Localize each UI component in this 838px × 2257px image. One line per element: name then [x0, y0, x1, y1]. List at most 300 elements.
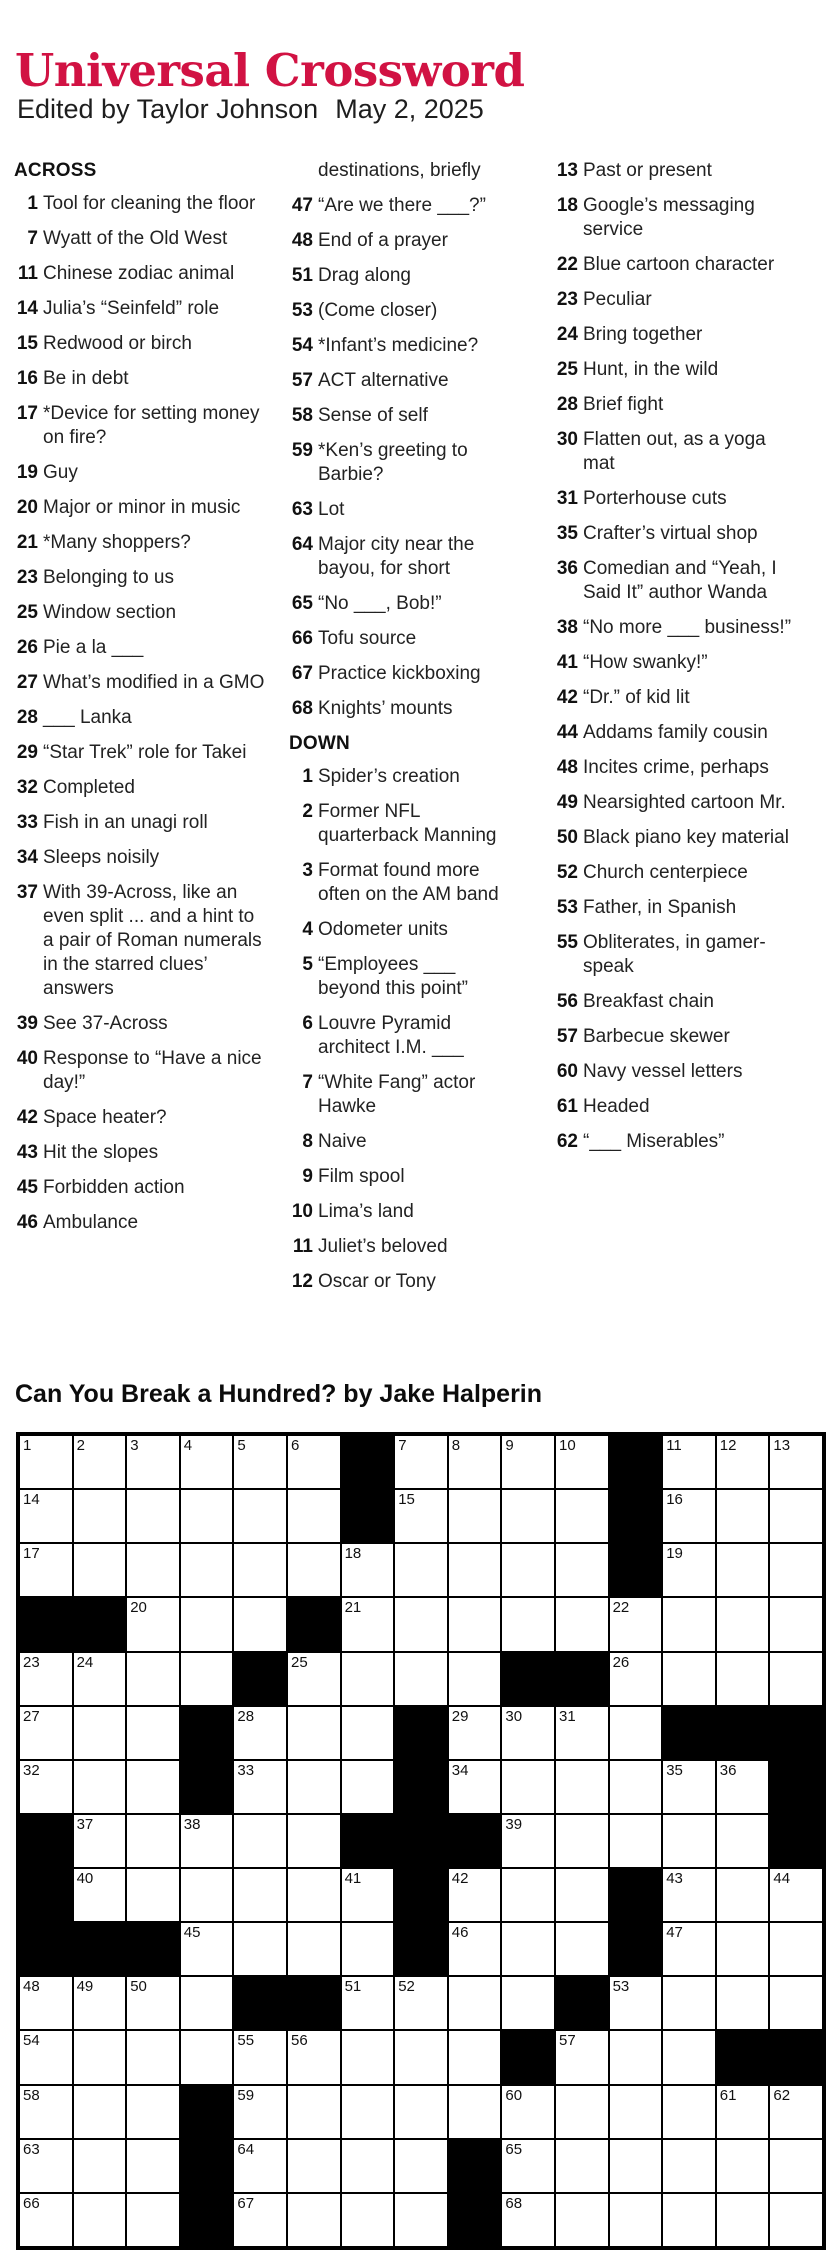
cell-number: 13	[773, 1437, 791, 1454]
grid-cell-r2c9[interactable]	[449, 1490, 501, 1542]
cell-number: 20	[130, 1599, 147, 1617]
grid-cell-r2c4[interactable]	[181, 1490, 233, 1542]
clue-text: What’s modified in a GMO	[43, 672, 265, 693]
grid-cell-r6c2[interactable]	[74, 1707, 126, 1759]
grid-cell-r1c10[interactable]	[502, 1436, 554, 1488]
cell-number: 63	[23, 2140, 40, 2158]
grid-cell-r9c14[interactable]	[717, 1869, 769, 1921]
grid-cell-r7c10[interactable]	[502, 1761, 554, 1813]
black-square	[610, 1923, 662, 1975]
clue-number: 1	[302, 766, 313, 787]
grid-cell-r3c3[interactable]	[127, 1544, 179, 1596]
clue-down-56	[554, 990, 796, 1014]
grid-cell-r6c6[interactable]	[288, 1707, 340, 1759]
black-square	[770, 1761, 822, 1813]
grid-cell-r2c11[interactable]	[556, 1490, 608, 1542]
grid-cell-r10c11[interactable]	[556, 1923, 608, 1975]
grid-cell-r4c7[interactable]	[342, 1598, 394, 1650]
grid-cell-r6c5[interactable]	[234, 1707, 286, 1759]
grid-cell-r5c7[interactable]	[342, 1653, 394, 1705]
clue-number: 36	[556, 558, 578, 579]
clue-text: Comedian and “Yeah, I Said It” author Wanda	[583, 558, 777, 603]
clue-text: Sleeps noisily	[43, 847, 160, 868]
grid-cell-r1c3[interactable]	[127, 1436, 179, 1488]
grid-cell-r14c14[interactable]	[717, 2140, 769, 2192]
grid-cell-r8c2[interactable]	[74, 1815, 126, 1867]
grid-cell-r7c2[interactable]	[74, 1761, 126, 1813]
grid-cell-r1c2[interactable]	[74, 1436, 126, 1488]
clue-text: Incites crime, perhaps	[583, 757, 769, 778]
clue-number: 29	[16, 742, 38, 763]
grid-cell-r11c2[interactable]	[74, 1977, 126, 2029]
grid-cell-r2c8[interactable]	[395, 1490, 447, 1542]
clue-number: 4	[302, 919, 313, 940]
grid-cell-r12c1[interactable]	[20, 2031, 72, 2083]
grid-cell-r15c10[interactable]	[502, 2194, 554, 2246]
grid-cell-r4c5[interactable]	[234, 1598, 286, 1650]
grid-cell-r10c7[interactable]	[342, 1923, 394, 1975]
grid-cell-r7c1[interactable]	[20, 1761, 72, 1813]
clue-across-58	[289, 404, 510, 428]
clue-text: Knights’ mounts	[318, 698, 453, 719]
clue-text: Father, in Spanish	[583, 897, 737, 918]
black-square	[234, 1653, 286, 1705]
grid-cell-r2c6[interactable]	[288, 1490, 340, 1542]
grid-cell-r6c11[interactable]	[556, 1707, 608, 1759]
clue-number: 33	[16, 812, 38, 833]
black-square	[342, 1815, 394, 1867]
grid-cell-r14c7[interactable]	[342, 2140, 394, 2192]
grid-cell-r7c13[interactable]	[663, 1761, 715, 1813]
grid-cell-r5c12[interactable]	[610, 1653, 662, 1705]
grid-cell-r9c3[interactable]	[127, 1869, 179, 1921]
clue-number: 50	[556, 827, 578, 848]
grid-cell-r11c12[interactable]	[610, 1977, 662, 2029]
clue-text: With 39-Across, like an even split ... and a hint to a pair of Roman numerals in the starred clues’ answers	[43, 882, 262, 999]
black-square	[717, 1707, 769, 1759]
clue-number: 25	[556, 359, 578, 380]
cell-number: 15	[398, 1491, 415, 1509]
clue-down-10	[289, 1200, 510, 1224]
cell-number: 61	[719, 2086, 737, 2104]
clue-number: 35	[556, 523, 578, 544]
grid-cell-r2c13[interactable]	[663, 1490, 715, 1542]
grid-cell-r15c7[interactable]	[342, 2194, 394, 2246]
grid-cell-r7c3[interactable]	[127, 1761, 179, 1813]
grid-cell-r3c5[interactable]	[234, 1544, 286, 1596]
clue-across-59	[289, 439, 510, 487]
grid-cell-r7c7[interactable]	[342, 1761, 394, 1813]
grid-cell-r13c12[interactable]	[610, 2086, 662, 2138]
clue-down-49	[554, 791, 796, 815]
cell-number: 23	[23, 1653, 40, 1671]
cell-number: 21	[344, 1599, 362, 1617]
grid-cell-r2c5[interactable]	[234, 1490, 286, 1542]
grid-cell-r11c1[interactable]	[20, 1977, 72, 2029]
grid-cell-r15c3[interactable]	[127, 2194, 179, 2246]
clue-text: Be in debt	[43, 368, 129, 389]
grid-cell-r4c11[interactable]	[556, 1598, 608, 1650]
clue-across-40	[14, 1047, 266, 1095]
grid-cell-r6c3[interactable]	[127, 1707, 179, 1759]
grid-cell-r13c13[interactable]	[663, 2086, 715, 2138]
grid-cell-r3c14[interactable]	[717, 1544, 769, 1596]
grid-cell-r11c9[interactable]	[449, 1977, 501, 2029]
grid-cell-r11c3[interactable]	[127, 1977, 179, 2029]
clue-number: 26	[16, 637, 38, 658]
cell-number: 17	[23, 1545, 40, 1563]
clue-across-26	[14, 636, 266, 660]
clue-number: 49	[556, 792, 578, 813]
grid-cell-r4c8[interactable]	[395, 1598, 447, 1650]
clue-text: See 37-Across	[43, 1013, 168, 1034]
grid-cell-r7c12[interactable]	[610, 1761, 662, 1813]
grid-cell-r14c12[interactable]	[610, 2140, 662, 2192]
grid-cell-r12c11[interactable]	[556, 2031, 608, 2083]
clue-down-1	[289, 765, 510, 789]
grid-cell-r9c10[interactable]	[502, 1869, 554, 1921]
grid-cell-r11c14[interactable]	[717, 1977, 769, 2029]
grid-cell-r13c9[interactable]	[449, 2086, 501, 2138]
grid-cell-r1c9[interactable]	[449, 1436, 501, 1488]
grid-cell-r10c5[interactable]	[234, 1923, 286, 1975]
clue-down-48	[554, 756, 796, 780]
grid-cell-r5c1[interactable]	[20, 1653, 72, 1705]
grid-cell-r2c15[interactable]	[770, 1490, 822, 1542]
grid-cell-r5c15[interactable]	[770, 1653, 822, 1705]
grid-cell-r10c14[interactable]	[717, 1923, 769, 1975]
clue-number: 57	[556, 1026, 578, 1047]
grid-cell-r7c11[interactable]	[556, 1761, 608, 1813]
clue-number: 37	[16, 882, 38, 903]
clue-number: 12	[291, 1271, 313, 1292]
grid-cell-r13c1[interactable]	[20, 2086, 72, 2138]
grid-cell-r11c8[interactable]	[395, 1977, 447, 2029]
clue-number: 17	[16, 403, 38, 424]
black-square	[556, 1977, 608, 2029]
grid-cell-r3c8[interactable]	[395, 1544, 447, 1596]
grid-cell-r5c14[interactable]	[717, 1653, 769, 1705]
clue-number: 45	[16, 1177, 38, 1198]
grid-cell-r11c13[interactable]	[663, 1977, 715, 2029]
grid-cell-r4c10[interactable]	[502, 1598, 554, 1650]
clue-text: Peculiar	[583, 289, 652, 310]
clue-text: Belonging to us	[43, 567, 174, 588]
grid-cell-r11c10[interactable]	[502, 1977, 554, 2029]
grid-cell-r2c10[interactable]	[502, 1490, 554, 1542]
grid-cell-r15c8[interactable]	[395, 2194, 447, 2246]
grid-cell-r13c14[interactable]	[717, 2086, 769, 2138]
clue-number: 24	[556, 324, 578, 345]
cell-number: 33	[237, 1761, 255, 1779]
clue-down-25	[554, 358, 796, 382]
grid-cell-r5c2[interactable]	[74, 1653, 126, 1705]
grid-cell-r8c4[interactable]	[181, 1815, 233, 1867]
grid-cell-r7c9[interactable]	[449, 1761, 501, 1813]
grid-cell-r9c7[interactable]	[342, 1869, 394, 1921]
grid-cell-r10c15[interactable]	[770, 1923, 822, 1975]
clue-number: 11	[17, 263, 38, 284]
grid-cell-r12c3[interactable]	[127, 2031, 179, 2083]
grid-cell-r13c3[interactable]	[127, 2086, 179, 2138]
clue-text: Nearsighted cartoon Mr.	[583, 792, 786, 813]
grid-cell-r1c6[interactable]	[288, 1436, 340, 1488]
clue-text: Former NFL quarterback Manning	[318, 801, 497, 846]
clue-number: 59	[291, 440, 313, 461]
grid-cell-r11c4[interactable]	[181, 1977, 233, 2029]
grid-cell-r4c4[interactable]	[181, 1598, 233, 1650]
grid-cell-r1c5[interactable]	[234, 1436, 286, 1488]
black-square	[288, 1598, 340, 1650]
clue-across-68	[289, 697, 510, 721]
grid-cell-r4c12[interactable]	[610, 1598, 662, 1650]
grid-cell-r14c13[interactable]	[663, 2140, 715, 2192]
grid-cell-r9c9[interactable]	[449, 1869, 501, 1921]
clue-across-43	[14, 1141, 266, 1165]
grid-cell-r3c2[interactable]	[74, 1544, 126, 1596]
grid-cell-r3c10[interactable]	[502, 1544, 554, 1596]
grid-cell-r13c2[interactable]	[74, 2086, 126, 2138]
grid-cell-r9c6[interactable]	[288, 1869, 340, 1921]
grid-cell-r4c15[interactable]	[770, 1598, 822, 1650]
grid-cell-r10c10[interactable]	[502, 1923, 554, 1975]
grid-cell-r3c15[interactable]	[770, 1544, 822, 1596]
grid-cell-r15c2[interactable]	[74, 2194, 126, 2246]
clue-text: Black piano key material	[583, 827, 789, 848]
grid-cell-r14c8[interactable]	[395, 2140, 447, 2192]
clue-text: Tofu source	[318, 628, 417, 649]
grid-cell-r15c13[interactable]	[663, 2194, 715, 2246]
grid-cell-r3c13[interactable]	[663, 1544, 715, 1596]
grid-cell-r12c7[interactable]	[342, 2031, 394, 2083]
grid-cell-r4c14[interactable]	[717, 1598, 769, 1650]
grid-cell-r14c3[interactable]	[127, 2140, 179, 2192]
grid-cell-r12c13[interactable]	[663, 2031, 715, 2083]
grid-cell-r10c6[interactable]	[288, 1923, 340, 1975]
cell-number: 49	[76, 1978, 94, 1996]
clue-across-67	[289, 662, 510, 686]
grid-cell-r7c14[interactable]	[717, 1761, 769, 1813]
clue-across-51	[289, 264, 510, 288]
grid-cell-r9c4[interactable]	[181, 1869, 233, 1921]
grid-cell-r1c1[interactable]	[20, 1436, 72, 1488]
clue-number: 58	[291, 405, 313, 426]
grid-cell-r8c12[interactable]	[610, 1815, 662, 1867]
clue-text: Wyatt of the Old West	[43, 228, 228, 249]
clue-text: “No ___, Bob!”	[318, 593, 442, 614]
clue-down-28	[554, 393, 796, 417]
clue-number: 51	[291, 265, 313, 286]
clue-down-61	[554, 1095, 796, 1119]
clue-down-22	[554, 253, 796, 277]
clue-text: Guy	[43, 462, 78, 483]
cell-number: 47	[666, 1924, 683, 1942]
black-square	[502, 1653, 554, 1705]
grid-cell-r14c15[interactable]	[770, 2140, 822, 2192]
clue-across-63	[289, 498, 510, 522]
cell-number: 46	[451, 1924, 469, 1942]
grid-cell-r1c15[interactable]	[770, 1436, 822, 1488]
grid-cell-r1c14[interactable]	[717, 1436, 769, 1488]
grid-cell-r12c9[interactable]	[449, 2031, 501, 2083]
clue-across-29	[14, 741, 266, 765]
grid-cell-r13c10[interactable]	[502, 2086, 554, 2138]
grid-cell-r3c11[interactable]	[556, 1544, 608, 1596]
clue-number: 56	[556, 991, 578, 1012]
grid-cell-r12c4[interactable]	[181, 2031, 233, 2083]
grid-cell-r10c9[interactable]	[449, 1923, 501, 1975]
clue-text: *Device for setting money on fire?	[43, 403, 260, 448]
grid-cell-r13c6[interactable]	[288, 2086, 340, 2138]
cell-number: 9	[505, 1437, 514, 1454]
grid-cell-r15c15[interactable]	[770, 2194, 822, 2246]
clue-text: ___ Lanka	[43, 707, 132, 728]
cell-number: 58	[23, 2086, 40, 2104]
clue-number: 5	[302, 954, 313, 975]
clue-text: Porterhouse cuts	[583, 488, 727, 509]
clue-number: 53	[291, 300, 313, 321]
grid-cell-r12c2[interactable]	[74, 2031, 126, 2083]
grid-cell-r6c9[interactable]	[449, 1707, 501, 1759]
grid-cell-r7c5[interactable]	[234, 1761, 286, 1813]
grid-cell-r10c13[interactable]	[663, 1923, 715, 1975]
grid-cell-r6c1[interactable]	[20, 1707, 72, 1759]
clue-text: (Come closer)	[318, 300, 438, 321]
clue-text: “White Fang” actor Hawke	[318, 1072, 476, 1117]
grid-cell-r14c11[interactable]	[556, 2140, 608, 2192]
grid-cell-r11c7[interactable]	[342, 1977, 394, 2029]
cell-number: 8	[451, 1437, 461, 1454]
grid-cell-r12c12[interactable]	[610, 2031, 662, 2083]
grid-cell-r1c4[interactable]	[181, 1436, 233, 1488]
grid-cell-r13c15[interactable]	[770, 2086, 822, 2138]
clue-text: Spider’s creation	[318, 766, 460, 787]
grid-cell-r1c13[interactable]	[663, 1436, 715, 1488]
cell-number: 5	[237, 1437, 246, 1454]
grid-cell-r2c1[interactable]	[20, 1490, 72, 1542]
grid-cell-r4c3[interactable]	[127, 1598, 179, 1650]
clue-number: 68	[291, 698, 313, 719]
grid-cell-r14c10[interactable]	[502, 2140, 554, 2192]
grid-cell-r13c11[interactable]	[556, 2086, 608, 2138]
grid-cell-r3c7[interactable]	[342, 1544, 394, 1596]
grid-cell-r14c6[interactable]	[288, 2140, 340, 2192]
grid-cell-r13c8[interactable]	[395, 2086, 447, 2138]
clue-text: “Employees ___ beyond this point”	[318, 954, 468, 999]
clue-text: Forbidden action	[43, 1177, 185, 1198]
clue-across-28	[14, 706, 266, 730]
grid-cell-r15c11[interactable]	[556, 2194, 608, 2246]
grid-cell-r4c9[interactable]	[449, 1598, 501, 1650]
grid-cell-r8c10[interactable]	[502, 1815, 554, 1867]
grid-cell-r9c13[interactable]	[663, 1869, 715, 1921]
grid-cell-r8c13[interactable]	[663, 1815, 715, 1867]
grid-cell-r6c12[interactable]	[610, 1707, 662, 1759]
grid-cell-r1c11[interactable]	[556, 1436, 608, 1488]
grid-cell-r12c5[interactable]	[234, 2031, 286, 2083]
clue-number: 23	[16, 567, 38, 588]
black-square	[395, 1869, 447, 1921]
clue-number: 48	[556, 757, 578, 778]
grid-cell-r14c2[interactable]	[74, 2140, 126, 2192]
grid-cell-r3c4[interactable]	[181, 1544, 233, 1596]
grid-cell-r14c5[interactable]	[234, 2140, 286, 2192]
grid-cell-r5c9[interactable]	[449, 1653, 501, 1705]
clue-across-25	[14, 601, 266, 625]
grid-cell-r15c1[interactable]	[20, 2194, 72, 2246]
grid-cell-r12c6[interactable]	[288, 2031, 340, 2083]
black-square	[181, 1707, 233, 1759]
grid-cell-r8c11[interactable]	[556, 1815, 608, 1867]
grid-cell-r5c13[interactable]	[663, 1653, 715, 1705]
grid-cell-r5c3[interactable]	[127, 1653, 179, 1705]
grid-cell-r6c10[interactable]	[502, 1707, 554, 1759]
grid-cell-r9c2[interactable]	[74, 1869, 126, 1921]
cell-number: 57	[558, 2032, 576, 2050]
grid-cell-r5c4[interactable]	[181, 1653, 233, 1705]
clue-number: 18	[556, 195, 578, 216]
grid-cell-r5c8[interactable]	[395, 1653, 447, 1705]
clue-text: *Ken’s greeting to Barbie?	[318, 440, 468, 485]
clue-text: Navy vessel letters	[583, 1061, 743, 1082]
clue-text: Hunt, in the wild	[583, 359, 719, 380]
clue-across-65	[289, 592, 510, 616]
cell-number: 11	[666, 1437, 682, 1454]
black-square	[717, 2031, 769, 2083]
grid-cell-r9c11[interactable]	[556, 1869, 608, 1921]
grid-cell-r12c8[interactable]	[395, 2031, 447, 2083]
grid-cell-r13c7[interactable]	[342, 2086, 394, 2138]
grid-cell-r3c9[interactable]	[449, 1544, 501, 1596]
grid-cell-r9c5[interactable]	[234, 1869, 286, 1921]
grid-cell-r15c6[interactable]	[288, 2194, 340, 2246]
grid-cell-r8c3[interactable]	[127, 1815, 179, 1867]
grid-cell-r1c8[interactable]	[395, 1436, 447, 1488]
cell-number: 50	[130, 1978, 147, 1996]
grid-cell-r7c6[interactable]	[288, 1761, 340, 1813]
grid-cell-r4c13[interactable]	[663, 1598, 715, 1650]
grid-cell-r3c1[interactable]	[20, 1544, 72, 1596]
black-square	[395, 1815, 447, 1867]
grid-cell-r11c15[interactable]	[770, 1977, 822, 2029]
grid-cell-r2c2[interactable]	[74, 1490, 126, 1542]
grid-cell-r8c14[interactable]	[717, 1815, 769, 1867]
grid-cell-r6c7[interactable]	[342, 1707, 394, 1759]
grid-cell-r2c3[interactable]	[127, 1490, 179, 1542]
grid-cell-r14c1[interactable]	[20, 2140, 72, 2192]
clue-text: Window section	[43, 602, 177, 623]
grid-cell-r15c12[interactable]	[610, 2194, 662, 2246]
grid-cell-r8c5[interactable]	[234, 1815, 286, 1867]
clue-number: 42	[16, 1107, 38, 1128]
grid-cell-r10c4[interactable]	[181, 1923, 233, 1975]
grid-cell-r13c5[interactable]	[234, 2086, 286, 2138]
clue-number: 61	[556, 1096, 578, 1117]
grid-cell-r9c15[interactable]	[770, 1869, 822, 1921]
clue-down-62	[554, 1130, 796, 1154]
grid-cell-r2c14[interactable]	[717, 1490, 769, 1542]
clue-across-20	[14, 496, 266, 520]
clue-text: Flatten out, as a yoga mat	[583, 429, 766, 474]
grid-cell-r5c6[interactable]	[288, 1653, 340, 1705]
grid-cell-r3c6[interactable]	[288, 1544, 340, 1596]
cell-number: 34	[451, 1761, 469, 1779]
cell-number: 4	[183, 1437, 193, 1454]
grid-cell-r8c6[interactable]	[288, 1815, 340, 1867]
grid-cell-r15c5[interactable]	[234, 2194, 286, 2246]
grid-cell-r15c14[interactable]	[717, 2194, 769, 2246]
clue-text: Major city near the bayou, for short	[318, 534, 475, 579]
